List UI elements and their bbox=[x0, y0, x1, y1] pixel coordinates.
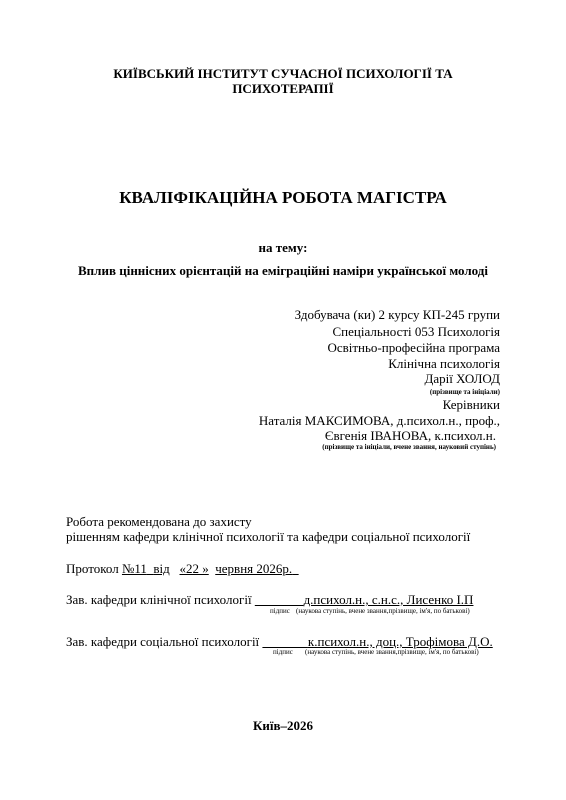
recommendation-line1: Робота рекомендована до захисту bbox=[66, 514, 252, 529]
protocol-day: «22 » bbox=[179, 561, 209, 576]
protocol-month-year: червня 2026р. bbox=[215, 561, 293, 576]
document-title: КВАЛІФІКАЦІЙНА РОБОТА МАГІСТРА bbox=[119, 188, 447, 207]
head-clinical-sign-caption: підпис bbox=[270, 607, 290, 615]
protocol-from: від bbox=[153, 561, 170, 576]
protocol-label: Протокол bbox=[66, 561, 122, 576]
student-name-caption: (прізвище та ініціали) bbox=[429, 388, 500, 396]
head-social-sign-caption: підпис bbox=[273, 648, 293, 656]
student-specialty: Спеціальності 053 Психологія bbox=[332, 324, 500, 339]
head-social-signature-blank bbox=[262, 634, 308, 649]
head-clinical-value: д.психол.н., с.н.с., Лисенко І.П bbox=[303, 592, 474, 607]
institute-name-line1: КИЇВСЬКИЙ ІНСТИТУТ СУЧАСНОЇ ПСИХОЛОГІЇ ТА bbox=[113, 66, 453, 81]
head-social-label: Зав. кафедри соціальної психології bbox=[66, 634, 260, 649]
student-course-group: Здобувача (ки) 2 курсу КП-245 групи bbox=[294, 307, 500, 322]
recommendation-line2: рішенням кафедри клінічної психології та кафедри соціальної психології bbox=[66, 529, 471, 544]
institute-name-line2: ПСИХОТЕРАПІЇ bbox=[232, 81, 334, 96]
city-year: Київ–2026 bbox=[252, 718, 314, 733]
head-clinical-info-caption: (наукова ступінь, вчене звання,прізвище, ім'я, по батькові) bbox=[296, 607, 470, 615]
supervisors-caption: (прізвище та ініціали, вчене звання, науковий ступінь) bbox=[322, 443, 496, 451]
head-clinical-label: Зав. кафедри клінічної психології bbox=[66, 592, 252, 607]
supervisor-1: Наталія МАКСИМОВА, д.психол.н., проф., bbox=[258, 413, 500, 428]
supervisors-label: Керівники bbox=[442, 397, 500, 412]
student-name: Дарії ХОЛОД bbox=[424, 371, 500, 386]
head-clinical-signature-blank bbox=[255, 592, 304, 607]
protocol-line bbox=[66, 561, 299, 577]
educational-program-name: Клінічна психологія bbox=[388, 356, 500, 371]
head-social-value: к.психол.н., доц., Трофімова Д.О. bbox=[307, 634, 493, 649]
head-social-info-caption: (наукова ступінь, вчене звання,прізвище, ім'я, по батькові) bbox=[305, 648, 479, 656]
educational-program-label: Освітньо-професійна програма bbox=[327, 340, 500, 355]
head-clinical-line bbox=[66, 592, 473, 608]
protocol-month-spacer bbox=[292, 561, 299, 576]
supervisor-2: Євгенія ІВАНОВА, к.психол.н. bbox=[324, 428, 496, 443]
protocol-number: №11 bbox=[121, 561, 147, 576]
on-topic-label: на тему: bbox=[258, 240, 308, 255]
thesis-topic: Вплив ціннісних орієнтацій на еміграційні наміри української молоді bbox=[78, 263, 488, 278]
